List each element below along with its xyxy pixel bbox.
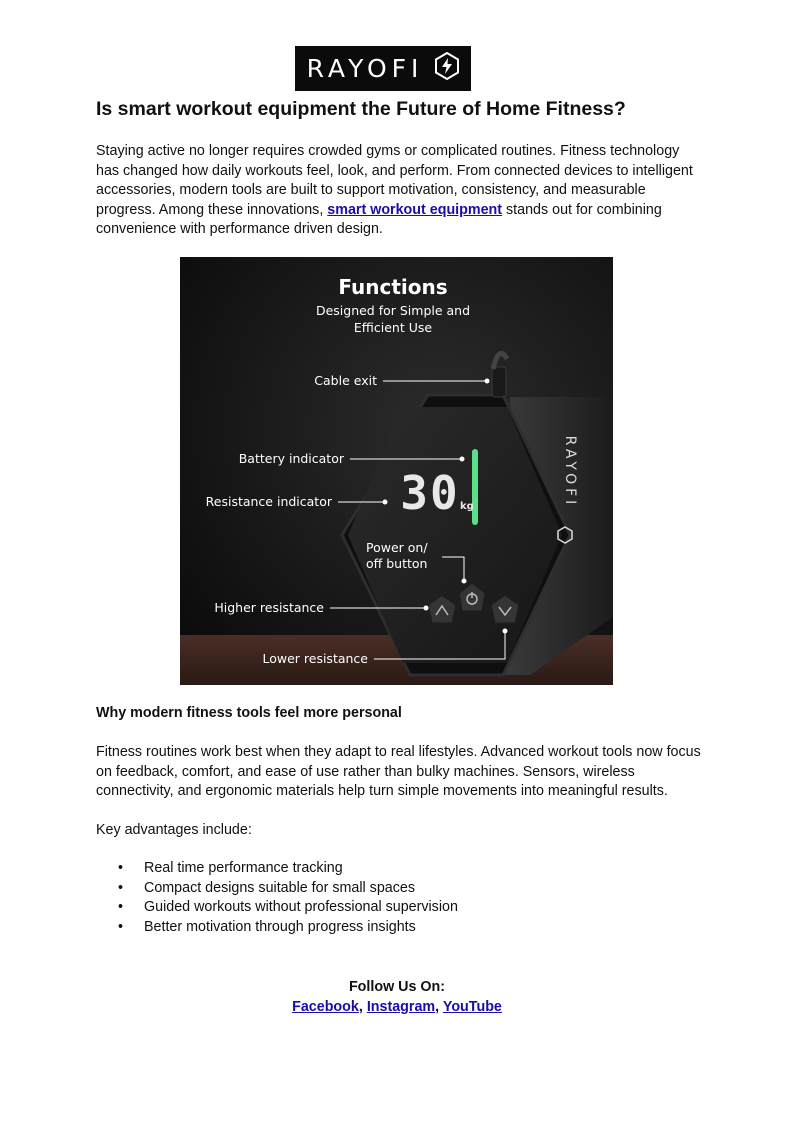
list-item: • Real time performance tracking: [96, 859, 458, 879]
instagram-link[interactable]: Instagram: [366, 999, 436, 1015]
intro-paragraph: [96, 142, 701, 240]
device-brand-text: RAYOFI: [562, 435, 578, 509]
figure-title: Functions: [338, 275, 448, 299]
cable-exit-clip: [492, 367, 506, 397]
figure-subtitle-line2: Efficient Use: [353, 320, 433, 335]
link-separator: ,: [358, 999, 367, 1015]
figure-subtitle-line1: Designed for Simple and: [315, 303, 471, 318]
list-item: • Guided workouts without professional supervision: [96, 898, 458, 918]
label-power-line2: off button: [366, 556, 428, 571]
intro-text-start: Staying active no longer requires crowded gyms or complicated routines. Fitness technology has changed how daily workouts feel, look, and perform. From connected devices to intelligent accessories, modern tools are built to support motivation, consistency, and measurable progress. Among these innovations,: [96, 143, 693, 218]
label-lower-resistance: Lower resistance: [262, 651, 368, 666]
section-heading: Why modern fitness tools feel more personal: [96, 705, 402, 721]
label-resistance-indicator: Resistance indicator: [205, 494, 332, 509]
facebook-link[interactable]: Facebook: [292, 999, 359, 1015]
label-cable-exit: Cable exit: [314, 373, 377, 388]
intro-text-end: stands out for combining convenience with performance driven design.: [96, 201, 662, 237]
advantages-intro: Key advantages include:: [96, 822, 252, 838]
lightning-hexagon-icon: [435, 52, 459, 85]
list-item: • Compact designs suitable for small spaces: [96, 879, 458, 899]
smart-workout-equipment-link[interactable]: smart workout equipment: [327, 201, 503, 218]
label-higher-resistance: Higher resistance: [214, 600, 324, 615]
resistance-display-value: 30: [400, 466, 460, 520]
resistance-display-unit: kg: [460, 501, 474, 512]
battery-indicator-bar: [472, 449, 478, 525]
label-power-line1: Power on/: [366, 540, 428, 555]
product-functions-image: [180, 257, 613, 685]
label-battery-indicator: Battery indicator: [238, 451, 344, 466]
link-separator: ,: [435, 999, 443, 1015]
logo-wordmark: RAYOFI: [306, 54, 424, 83]
list-item: • Better motivation through progress insights: [96, 918, 458, 938]
youtube-link[interactable]: YouTube: [442, 999, 502, 1015]
brand-logo: [295, 46, 471, 91]
advantages-list: [96, 859, 458, 937]
article-title: Is smart workout equipment the Future of Home Fitness?: [96, 98, 626, 120]
follow-us-label: Follow Us On:: [348, 979, 446, 995]
social-links: [0, 999, 794, 1015]
section-paragraph: Fitness routines work best when they adapt to real lifestyles. Advanced workout tools now focus on feedback, comfort, and ease of use rather than bulky machines. Sensors, wireless connectivity, and ergonomic materials help turn simple movements into meaningful results.: [96, 744, 701, 799]
